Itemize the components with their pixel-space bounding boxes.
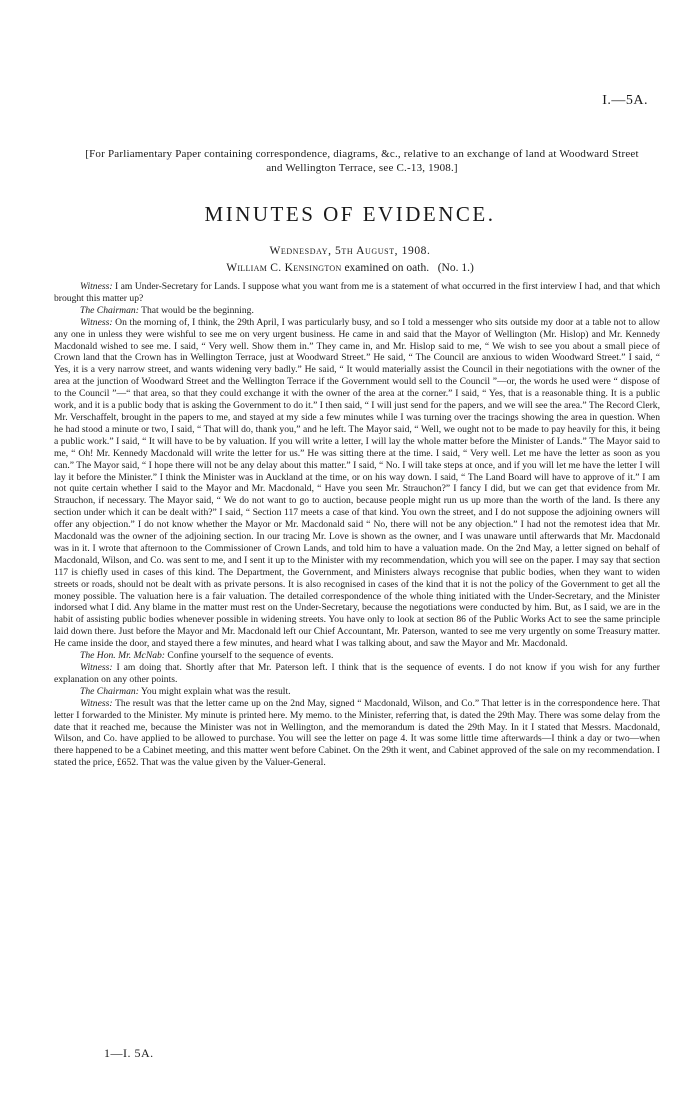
evidence-paragraph xyxy=(54,662,660,686)
paragraph-text: On the morning of, I think, the 29th April, I was particularly busy, and so I told a messenger who sits outside my door at a table not to allow any one in unless they were wishful to see me on very urgent business. He came in and said that the Mayor of Wellington (Mr. Hislop) and Mr. Kennedy Macdonald wished to see me. I said, “ Very well. Show them in.” They came in, and Mr. Hislop said to me, “ We wish to see you about a small piece of Crown land that the Crown has in Wellington Terrace, just at Woodward Street.” He said, “ The Council are anxious to widen Woodward Street.” I said, “ Yes, it is a very narrow street, and wants widening very badly.” He said, “ It would materially assist the Council in their negotiations with the owner of the area at the junction of Woodward Street and the Wellington Terrace if the Government would sell to the Council ”—or, the words he used were “ dispose of to the Council ”—“ that area, so that they could exchange it with the owner of the area at the corner.” I said, “ Yes, that is a reasonable thing. It is a public work, and it is a public body that is asking the Government to do it.” I then said, “ I will just send for the papers, and we will see the area.” The Record Clerk, Mr. Verschaffelt, brought in the papers to me, and stayed at my side a few minutes while I was turning over the tracings showing the area in question. When he had stood a minute or two, I said, “ That will do, thank you,” and he left. The Mayor said, “ Well, we ought not to be made to pay heavily for this, it being a public work.” I said, “ It will have to be by valuation. If you will write a letter, I will lay the whole matter before the Minister of Lands.” The Mayor said to me, “ Oh! Mr. Kennedy Macdonald will write the letter for us.” He was sitting there at the time. I said, “ Very well. Let me have the letter as soon as you can.” The Mayor said, “ I hope there will not be any delay about this matter.” I said, “ No. I will take steps at once, and if you will let me have the letter I will lay it before the Minister.” I think the Minister was in Auckland at the time, or on his way down. I said, “ The Land Board will have to approve of it.” I am not quite certain whether I said to the Mayor and Mr. Macdonald, “ Have you seen Mr. Strauchon?” I fancy I did, but we can get that evidence from Mr. Strauchon, if necessary. The Mayor said, “ We do not want to go to auction, because people might run us up more than the worth of the land. Is there any section under which it can be dealt with?” I said, “ Section 117 meets a case of that kind. You own the street, and I do not suppose the adjoining owners will offer any objection.” I do not know whether the Mayor or Mr. Macdonald said “ No, there will not be any objection.” I had not the remotest idea that Mr. Macdonald was the owner of the adjoining section. In our tracing Mr. Love is shown as the owner, and I was unaware until afterwards that Mr. Macdonald was in it. I wrote that afternoon to the Commissioner of Crown Lands, and told him to have a valuation made. On the 2nd May, a letter signed on behalf of Macdonald, Wilson, and Co. was sent to me, and I sent it up to the Minister with my recommendation, which you will see on the paper. I may say that section 117 is chiefly used in cases of this kind. The Department, the Government, and Ministers always recognise that public bodies, when they want to widen streets or roads, should not be dealt with as private persons. It is also recognised in cases of the kind that it is not the policy of the Government to get all the money possible. The valuation here is a fair valuation. The detailed correspondence of the whole thing initiated with the Under-Secretary, and the Minister indorsed what I did. Any blame in the matter must rest on the Under-Secretary, because the negotiations were conducted by him. But, as I said, we are in the habit of assisting public bodies whenever possible in widening streets. You have only to look at section 86 of the Public Works Act to see the same principle laid down there. Just before the Mayor and Mr. Macdonald left our Chief Accountant, Mr. Paterson, wanted to see me very urgently on some Treasury matter. He came inside the door, and stayed there a few minutes, and heard what I was talking about, and saw the Mayor and Mr. Macdonald. xyxy=(54,316,660,650)
speaker-label: The Hon. Mr. McNab: xyxy=(80,650,166,662)
hearing-date: Wednesday, 5th August, 1908. xyxy=(269,245,431,257)
page-reference: I.—5A. xyxy=(602,93,648,108)
speaker-label: Witness: xyxy=(80,662,113,673)
evidence-paragraph xyxy=(54,650,660,662)
speaker-label: Witness: xyxy=(80,697,113,709)
paragraph-text: The result was that the letter came up on the 2nd May, signed “ Macdonald, Wilson, and Co.” That letter is in the correspondence here. That letter I forwarded to the Minister. My minute is printed here. My memo. to the Minister, referring that, is dated the 29th May. There was some delay from the date that it reached me, because the Minister was not in Wellington, and the memorandum is dated the 29th May. In it I stated that Messrs. Macdonald, Wilson, and Co. have applied to be allowed to purchase. You will see the letter on page 4. It was some little time afterwards—I think a day or two—when there happened to be a Cabinet meeting, and this matter went before Cabinet. On the 29th it went, and Cabinet approved of the sale on my recommendation. I stated the price, £652. That was the value given by the Valuer-General. xyxy=(54,697,660,769)
page-footer-reference: 1—I. 5A. xyxy=(104,1046,154,1060)
speaker-label: Witness: xyxy=(80,281,113,292)
witness-number: (No. 1.) xyxy=(437,262,474,274)
evidence-paragraph xyxy=(54,317,660,650)
paragraph-text: Confine yourself to the sequence of events. xyxy=(167,650,334,662)
parliamentary-paper-note: [For Parliamentary Paper containing correspondence, diagrams, &c., relative to an exchange of land at Woodward Street and Wellington Terrace, see C.-13, 1908.] xyxy=(85,148,639,174)
evidence-paragraph xyxy=(54,698,660,769)
speaker-label: The Chairman: xyxy=(80,685,139,697)
paragraph-text: That would be the beginning. xyxy=(141,304,254,316)
speaker-label: The Chairman: xyxy=(80,304,139,316)
page-title: MINUTES OF EVIDENCE. xyxy=(204,202,496,226)
witness-examined: examined on oath. xyxy=(344,262,430,274)
paragraph-text: You might explain what was the result. xyxy=(140,685,291,697)
evidence-paragraph xyxy=(54,686,660,698)
evidence-paragraph xyxy=(54,281,660,305)
evidence-body xyxy=(54,281,660,769)
paragraph-text: I am Under-Secretary for Lands. I suppose what you want from me is a statement of what occurred in the first interview I had, and that which brought this matter up? xyxy=(54,281,660,304)
evidence-paragraph xyxy=(54,305,660,317)
speaker-label: Witness: xyxy=(80,316,113,328)
witness-heading xyxy=(0,262,700,274)
paragraph-text: I am doing that. Shortly after that Mr. Paterson left. I think that is the sequence of events. I do not know if you wish for any further explanation on any other points. xyxy=(54,662,660,685)
witness-name: William C. Kensington xyxy=(226,262,342,274)
